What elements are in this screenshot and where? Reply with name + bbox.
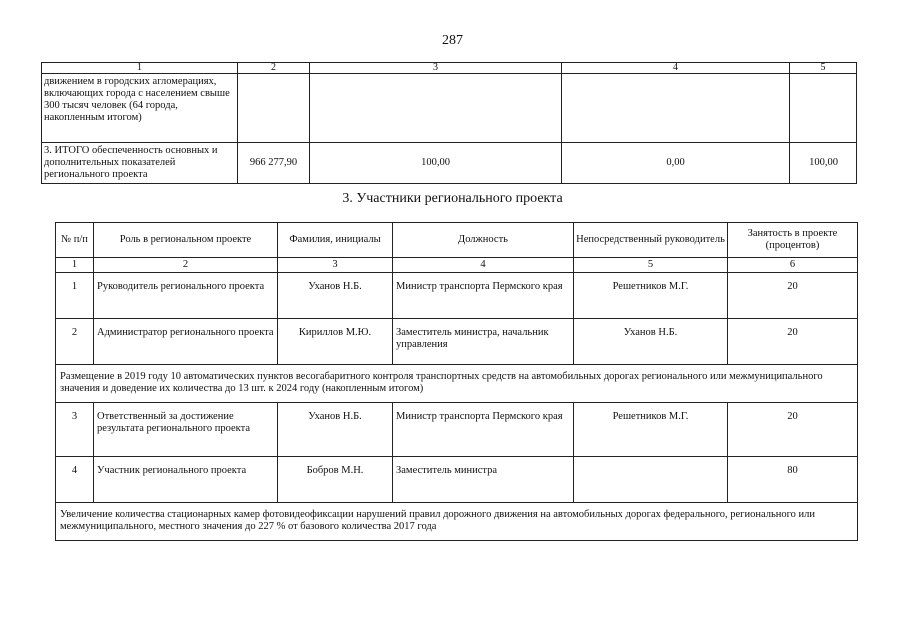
column-number: 2 — [238, 63, 310, 74]
table-cell — [310, 74, 562, 143]
header-cell: Занятость в проекте (процентов) — [728, 223, 858, 258]
position-cell: Министр транспорта Пермского края — [393, 273, 574, 319]
column-number: 3 — [278, 258, 393, 273]
header-cell: № п/п — [56, 223, 94, 258]
name-cell: Бобров М.Н. — [278, 457, 393, 503]
row-number: 2 — [56, 319, 94, 365]
table-cell: 100,00 — [790, 143, 857, 184]
table-row — [56, 403, 858, 457]
column-number: 1 — [56, 258, 94, 273]
header-cell: Фамилия, инициалы — [278, 223, 393, 258]
indicators-table — [41, 62, 857, 184]
table-header-row — [56, 223, 858, 258]
row-number: 1 — [56, 273, 94, 319]
table-header-row — [42, 63, 857, 74]
role-cell: Руководитель регионального проекта — [94, 273, 278, 319]
header-cell: Непосредственный руководитель — [574, 223, 728, 258]
name-cell: Кириллов М.Ю. — [278, 319, 393, 365]
load-cell: 20 — [728, 403, 858, 457]
header-cell: Должность — [393, 223, 574, 258]
column-number: 3 — [310, 63, 562, 74]
manager-cell: Уханов Н.Б. — [574, 319, 728, 365]
total-amount: 966 277,90 — [238, 143, 310, 184]
table-cell — [238, 74, 310, 143]
role-cell: Ответственный за достижение результата регионального проекта — [94, 403, 278, 457]
position-cell: Министр транспорта Пермского края — [393, 403, 574, 457]
column-number: 5 — [574, 258, 728, 273]
role-cell: Участник регионального проекта — [94, 457, 278, 503]
column-numbers-row — [56, 258, 858, 273]
participants-table — [55, 222, 858, 541]
table-row — [56, 457, 858, 503]
name-cell: Уханов Н.Б. — [278, 273, 393, 319]
table-cell — [790, 74, 857, 143]
result-description: Размещение в 2019 году 10 автоматических пунктов весогабаритного контроля транспортных средств на автомобильных дорогах регионального или межмуниципального значения и доведение их количества до 13 шт. к 2024 году (накопленным итогом) — [56, 365, 858, 403]
manager-cell: Решетников М.Г. — [574, 403, 728, 457]
section-title: 3. Участники регионального проекта — [342, 191, 563, 206]
row-number: 3 — [56, 403, 94, 457]
table-cell: 0,00 — [562, 143, 790, 184]
row-number: 4 — [56, 457, 94, 503]
result-row — [56, 365, 858, 403]
table-row — [42, 143, 857, 184]
result-row — [56, 503, 858, 541]
column-number: 2 — [94, 258, 278, 273]
role-cell: Администратор регионального проекта — [94, 319, 278, 365]
load-cell: 20 — [728, 319, 858, 365]
indicator-label: 3. ИТОГО обеспеченность основных и дополнительных показателей регионального проекта — [42, 143, 238, 184]
load-cell: 80 — [728, 457, 858, 503]
column-number: 1 — [42, 63, 238, 74]
load-cell: 20 — [728, 273, 858, 319]
manager-cell — [574, 457, 728, 503]
table-row — [56, 319, 858, 365]
table-cell — [562, 74, 790, 143]
column-number: 5 — [790, 63, 857, 74]
table-cell: 100,00 — [310, 143, 562, 184]
page-number: 287 — [442, 33, 463, 48]
column-number: 6 — [728, 258, 858, 273]
table-row — [56, 273, 858, 319]
indicator-label: движением в городских агломерациях, включающих города с населением свыше 300 тысяч человек (64 города, накопленным итогом) — [42, 74, 238, 143]
column-number: 4 — [562, 63, 790, 74]
manager-cell: Решетников М.Г. — [574, 273, 728, 319]
position-cell: Заместитель министра — [393, 457, 574, 503]
result-description: Увеличение количества стационарных камер фотовидеофиксации нарушений правил дорожного движения на автомобильных дорогах федерального, регионального или межмуниципального, местного значения до 227 % от базового количества 2017 года — [56, 503, 858, 541]
position-cell: Заместитель министра, начальник управления — [393, 319, 574, 365]
name-cell: Уханов Н.Б. — [278, 403, 393, 457]
header-cell: Роль в региональном проекте — [94, 223, 278, 258]
column-number: 4 — [393, 258, 574, 273]
table-row — [42, 74, 857, 143]
